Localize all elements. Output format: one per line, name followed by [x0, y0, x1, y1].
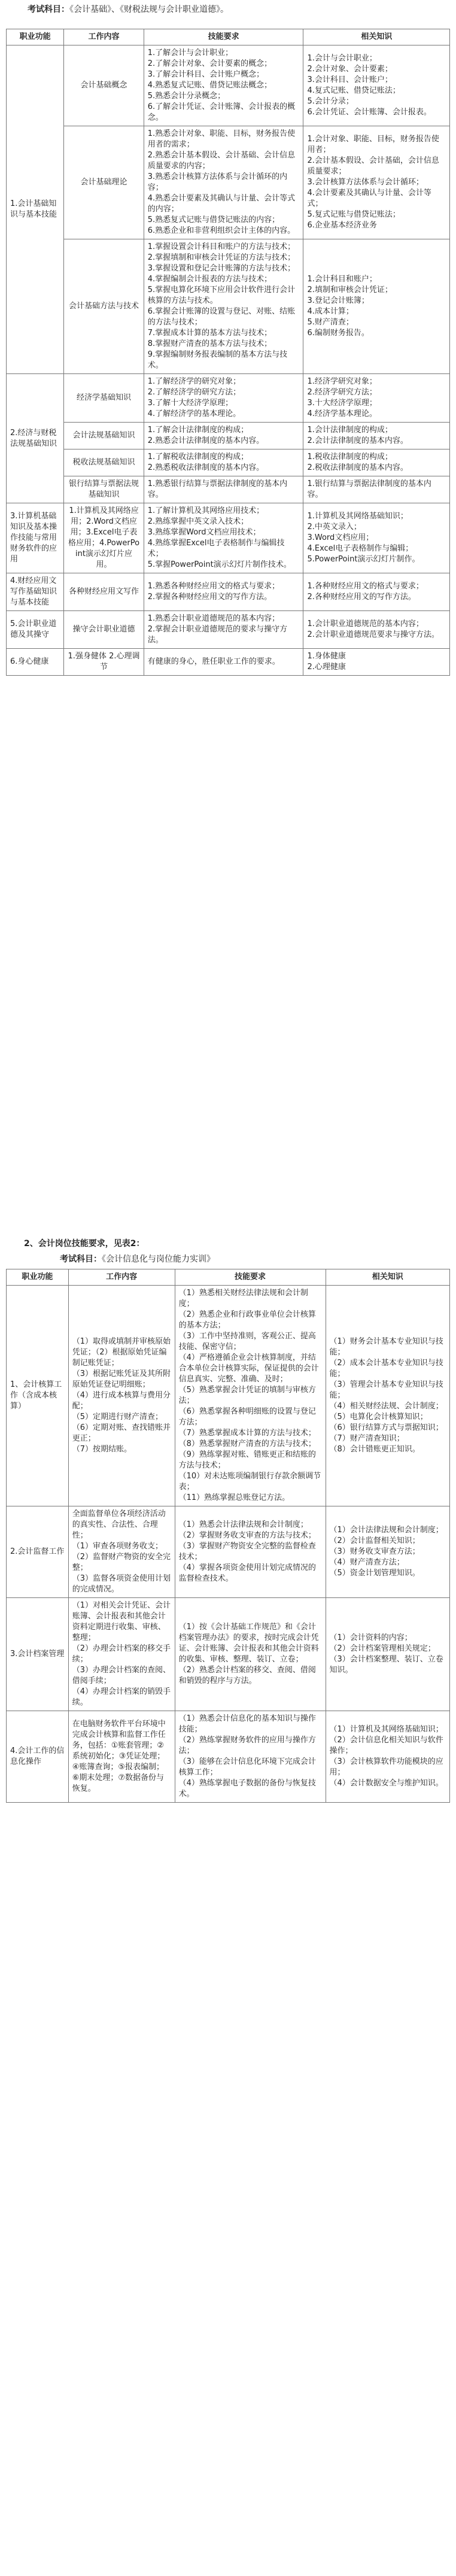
- table-row: [7, 126, 450, 239]
- skill-item: 4.了解经济学的基本理论。: [147, 409, 241, 418]
- knowledge-cell: [303, 573, 450, 611]
- content-item: （1）取得或填制并审核原始凭证；（2）根据原始凭证编制记账凭证；: [72, 1337, 171, 1368]
- knowledge-cell: [303, 374, 450, 423]
- skill-item: 4.熟练掌握Excel电子表格制作与编辑技术；: [147, 539, 285, 558]
- content-item: （2）监督财产物资的安全完整；: [72, 1553, 171, 1572]
- skills-cell: [144, 476, 303, 503]
- content-item: （2）办理会计档案的移交手续；: [72, 1644, 171, 1664]
- knowledge-item: 1.身体健康: [307, 652, 346, 661]
- table-row: [7, 611, 450, 649]
- content-cell: 各种财经应用文写作: [64, 573, 144, 611]
- knowledge-item: 4.经济学基本理论。: [307, 409, 377, 418]
- content-cell: 银行结算与票据法规基础知识: [64, 476, 144, 503]
- header-cell: 相关知识: [326, 1269, 450, 1286]
- knowledge-item: 1.计算机及其网络基础知识；: [307, 512, 408, 521]
- skill-item: 1.了解计算机及其网络应用技术；: [147, 506, 265, 515]
- skills-item: （7）熟悉掌握成本计算的方法与技术；: [178, 1429, 316, 1438]
- skill-item: 4.熟悉会计要素及其确认与计量、会计等式的内容；: [147, 194, 296, 214]
- skill-item: 4.掌握编制会计报表的方法与技术；: [147, 275, 272, 284]
- skill-item: 2.熟练掌握中英文录入技术；: [147, 517, 249, 526]
- knowledge-item: 6.编制财务报告。: [307, 329, 369, 338]
- knowledge-item: 1.会计科目和账户；: [307, 275, 377, 284]
- skill-item: 3.了解十大经济学原理；: [147, 399, 233, 408]
- skills-item: （1）按《会计基础工作规范》和《会计档案管理办法》的要求，按时完成会计凭证、会计账簿、会计报表和其他会计资料的收集、审核、整理、装订、立卷；: [178, 1623, 319, 1664]
- knowledge-cell: [303, 649, 450, 676]
- skill-item: 2.熟悉会计基本假设、会计基础、会计信息质量要求的内容；: [147, 151, 296, 171]
- skill-item: 2.掌握各种财经应用文的写作方法。: [147, 593, 272, 602]
- skills-cell: [144, 649, 303, 676]
- knowledge-item: （4）会计数据安全与维护知识。: [329, 1779, 443, 1788]
- skill-item: 5.熟悉复式记账与借贷记账法的内容；: [147, 215, 280, 224]
- skill-item: 有健康的身心，胜任职业工作的要求。: [147, 657, 280, 666]
- table-row: [7, 1598, 450, 1711]
- knowledge-item: （2）会计监督相关知识；: [329, 1536, 420, 1545]
- skill-item: 7.掌握成本计算的基本方法与技术；: [147, 329, 272, 338]
- skills-item: （3）能够在会计信息化环境下完成会计核算工作；: [178, 1757, 316, 1777]
- knowledge-cell: [303, 611, 450, 649]
- skills-item: （1）熟悉会计法律法规和会计制度；: [178, 1520, 308, 1529]
- knowledge-cell: [326, 1711, 450, 1803]
- knowledge-item: 2.心理健康: [307, 663, 346, 672]
- content-cell: 会计法规基础知识: [64, 423, 144, 449]
- knowledge-item: 1.会计职业道德规范的基本内容；: [307, 619, 424, 628]
- content-cell: 会计基础概念: [64, 45, 144, 126]
- knowledge-cell: [303, 423, 450, 449]
- function-cell: 5.会计职业道德及其操守: [7, 611, 64, 649]
- knowledge-item: 5.财产清查；: [307, 318, 354, 327]
- skills-item: （2）掌握财务收支审查的方法与技术；: [178, 1531, 316, 1540]
- skills-item: （4）掌握各项资金使用计划完成情况的监督检查技术。: [178, 1563, 316, 1583]
- knowledge-cell: [326, 1506, 450, 1598]
- skill-item: 5.掌握PowerPoint演示幻灯片制作技术。: [147, 560, 291, 569]
- skill-item: 1.了解会计与会计职业；: [147, 48, 233, 57]
- content-cell: 操守会计职业道德: [64, 611, 144, 649]
- knowledge-item: （6）银行结算方式与票据知识；: [329, 1423, 443, 1432]
- skill-item: 2.掌握会计职业道德规范的要求与操守方法。: [147, 625, 288, 645]
- knowledge-item: 4.会计要素及其确认与计量、会计等式；: [307, 189, 431, 208]
- skill-item: 5.熟悉会计分录概念；: [147, 92, 226, 101]
- skills-cell: [175, 1711, 326, 1803]
- table-row: [7, 503, 450, 573]
- section2-heading: 2、会计岗位技能要求，见表2：: [24, 1239, 145, 1248]
- function-cell: 3.会计档案管理: [7, 1598, 69, 1711]
- table-row: [7, 239, 450, 374]
- skills-item: （2）熟悉企业和行政事业单位会计核算的基本方法；: [178, 1310, 316, 1330]
- skills-item: （1）熟悉相关财经法律法规和会计制度；: [178, 1289, 308, 1308]
- skills-item: （11）熟练掌握总账登记方法。: [178, 1493, 290, 1502]
- skills-cell: [144, 423, 303, 449]
- section1-exam-label: 考试科目：: [28, 5, 69, 14]
- knowledge-item: （1）计算机及其网络基础知识；: [329, 1725, 443, 1734]
- knowledge-item: （5）电算化会计核算知识；: [329, 1412, 428, 1421]
- function-cell: 4.会计工作的信息化操作: [7, 1711, 69, 1803]
- content-cell: [68, 1506, 175, 1598]
- skills-item: （5）熟悉掌握会计凭证的填制与审核方法；: [178, 1386, 316, 1405]
- content-cell: [68, 1286, 175, 1506]
- skill-item: 2.掌握填制和审核会计凭证的方法与技术；: [147, 253, 296, 262]
- skill-item: 6.了解会计凭证、会计账簿、会计报表的概念。: [147, 102, 296, 122]
- section2-exam-line: [60, 1253, 215, 1265]
- skills-cell: [144, 239, 303, 374]
- knowledge-item: 4.Excel电子表格制作与编辑；: [307, 544, 414, 553]
- skill-item: 1.了解会计法律制度的构成；: [147, 426, 249, 435]
- section1-exam-line: [28, 4, 229, 16]
- header-cell: 技能要求: [175, 1269, 326, 1286]
- knowledge-item: 3.登记会计账簿；: [307, 296, 369, 305]
- skills-cell: [175, 1598, 326, 1711]
- skills-item: （3）掌握财产物资安全完整的监督检查技术；: [178, 1542, 316, 1562]
- skills-cell: [144, 45, 303, 126]
- skills-cell: [144, 503, 303, 573]
- knowledge-item: 2.经济学研究方法；: [307, 388, 377, 397]
- header-cell: 工作内容: [64, 29, 144, 45]
- section2-exam-label: 考试科目：: [60, 1254, 102, 1264]
- knowledge-item: 2.会计对象、会计要素；: [307, 65, 393, 74]
- content-item: （4）进行成本核算与费用分配；: [72, 1391, 171, 1411]
- table-row: [7, 1711, 450, 1803]
- skill-item: 2.熟悉会计法律制度的基本内容。: [147, 436, 265, 445]
- knowledge-item: 1.会计与会计职业；: [307, 54, 377, 63]
- knowledge-item: （4）财产清查方法；: [329, 1558, 405, 1567]
- table-row: [7, 573, 450, 611]
- knowledge-item: 4.成本计算；: [307, 307, 354, 316]
- knowledge-item: 3.会计核算方法体系与会计循环；: [307, 178, 424, 187]
- content-cell: 会计基础方法与技术: [64, 239, 144, 374]
- knowledge-cell: [303, 449, 450, 476]
- content-item: （1）对相关会计凭证、会计账簿、会计报表和其他会计资料定期进行收集、审核、整理；: [72, 1601, 171, 1642]
- knowledge-item: （7）财产清查知识；: [329, 1434, 405, 1443]
- knowledge-item: （8）会计错账更正知识。: [329, 1445, 420, 1454]
- skills-item: （9）熟练掌握对账、错账更正和结账的方法与技术；: [178, 1450, 316, 1470]
- knowledge-item: 2.会计法律制度的基本内容。: [307, 436, 408, 445]
- skill-item: 1.熟悉会计对象、职能、目标，财务报告使用者的需求；: [147, 129, 296, 149]
- skills-cell: [144, 126, 303, 239]
- function-cell: 2.会计监督工作: [7, 1506, 69, 1598]
- skill-item: 3.了解会计科目、会计账户概念；: [147, 70, 265, 79]
- knowledge-item: （5）资金计划管理知识。: [329, 1569, 420, 1578]
- content-item: （4）办理会计档案的销毁手续。: [72, 1687, 171, 1707]
- knowledge-item: （3）财务收支审查方法；: [329, 1547, 420, 1556]
- knowledge-cell: [303, 503, 450, 573]
- skill-item: 1.熟悉银行结算与票据法律制度的基本内容。: [147, 479, 288, 499]
- skills-item: （2）熟悉会计档案的移交、查阅、借阅和销毁的程序与方法。: [178, 1666, 316, 1685]
- knowledge-item: 2.填制和审核会计凭证；: [307, 285, 393, 294]
- content-item: 在电脑财务软件平台环境中完成会计核算和监督工作任务，包括：①账套管理；②系统初始化；③凭证处理；④账簿查询；⑤报表编制；⑥期末处理；⑦数据备份与恢复。: [72, 1720, 166, 1793]
- table-row: [7, 1506, 450, 1598]
- skills-cell: [175, 1506, 326, 1598]
- skill-item: 3.熟练掌握Word文档应用技术；: [147, 528, 261, 537]
- skills-table-2: [6, 1269, 450, 1803]
- skill-item: 3.熟悉会计核算方法体系与会计循环的内容；: [147, 172, 288, 192]
- skills-cell: [144, 374, 303, 423]
- table-row: [7, 45, 450, 126]
- table-row: [7, 1286, 450, 1506]
- skills-item: （4）严格遵循企业会计核算制度，并结合本单位会计核算实际，保证提供的会计信息真实、完整、准确、及时；: [178, 1353, 319, 1384]
- knowledge-item: 3.会计科目、会计账户；: [307, 75, 393, 84]
- header-cell: 职业功能: [7, 1269, 69, 1286]
- skills-item: （2）熟练掌握财务软件的应用与操作方法；: [178, 1736, 316, 1755]
- knowledge-item: 2.会计职业道德规范要求与操守方法。: [307, 630, 439, 639]
- knowledge-item: 1.经济学研究对象；: [307, 377, 377, 386]
- knowledge-item: 5.复式记账与借贷记账法；: [307, 210, 400, 219]
- skills-item: （10）对未达账项编制银行存款余额调节表；: [178, 1472, 321, 1491]
- skills-cell: [144, 611, 303, 649]
- knowledge-cell: [326, 1598, 450, 1711]
- skill-item: 8.掌握财产清查的基本方法与技术；: [147, 339, 272, 348]
- knowledge-item: （1）会计资料的内容；: [329, 1633, 412, 1642]
- table-row: [7, 649, 450, 676]
- content-cell: 税收法规基础知识: [64, 449, 144, 476]
- skills-item: （1）熟悉会计信息化的基本知识与操作技能；: [178, 1714, 316, 1734]
- content-item: （7）按期结账。: [72, 1445, 132, 1454]
- knowledge-item: 1.各种财经应用文的格式与要求；: [307, 582, 424, 591]
- skill-item: 1.了解税收法律制度的构成；: [147, 452, 249, 461]
- content-cell: 会计基础理论: [64, 126, 144, 239]
- content-item: （1）审查各项财务收支；: [72, 1542, 163, 1551]
- function-cell: 4.财经应用文写作基础知识与基本技能: [7, 573, 64, 611]
- knowledge-item: 3.十大经济学原理；: [307, 399, 377, 408]
- skill-item: 9.掌握编制财务报表编制的基本方法与技术。: [147, 350, 288, 370]
- skills-item: （3）工作中坚持准则，客观公正、提高技能、保密守信；: [178, 1332, 316, 1351]
- skills-item: （6）熟悉掌握各种明细账的设置与登记方法；: [178, 1407, 316, 1427]
- knowledge-item: （3）会计档案整理、装订、立卷知识。: [329, 1655, 443, 1675]
- knowledge-item: （1）财务会计基本专业知识与技能；: [329, 1337, 443, 1357]
- function-cell: 6.身心健康: [7, 649, 64, 676]
- knowledge-item: 6.企业基本经济业务: [307, 221, 377, 230]
- skill-item: 4.熟悉复式记账、借贷记账法概念；: [147, 81, 272, 90]
- knowledge-item: 1.会计法律制度的构成；: [307, 426, 393, 435]
- table-header-row: [7, 1269, 450, 1286]
- knowledge-item: （4）相关财经法规、会计制度；: [329, 1402, 443, 1411]
- skill-item: 2.了解经济学的研究方法；: [147, 388, 241, 397]
- header-cell: 技能要求: [144, 29, 303, 45]
- content-item: 全面监督单位各项经济活动的真实性、合法性、合理性；: [72, 1509, 166, 1540]
- function-cell: 3.计算机基础知识及基本操作技能与常用财务软件的应用: [7, 503, 64, 573]
- knowledge-item: 6.会计凭证、会计账簿、会计报表。: [307, 108, 431, 117]
- knowledge-cell: [303, 45, 450, 126]
- table-row: [7, 449, 450, 476]
- knowledge-item: （1）会计法律法规和会计制度；: [329, 1526, 443, 1535]
- skills-cell: [175, 1286, 326, 1506]
- knowledge-item: 1.税收法律制度的构成；: [307, 452, 393, 461]
- knowledge-item: 1.银行结算与票据法律制度的基本内容。: [307, 479, 431, 499]
- knowledge-item: 3.Word文档应用；: [307, 533, 374, 542]
- knowledge-cell: [303, 126, 450, 239]
- content-item: （5）定期进行财产清查；: [72, 1412, 163, 1421]
- skills-item: （4）熟练掌握电子数据的备份与恢复技术。: [178, 1779, 316, 1799]
- content-item: （3）根据记账凭证及其所附原始凭证登记明细账；: [72, 1369, 171, 1389]
- skill-item: 3.掌握设置和登记会计账簿的方法与技术；: [147, 264, 296, 273]
- knowledge-item: 4.复式记账、借贷记账法；: [307, 86, 400, 95]
- knowledge-cell: [303, 476, 450, 503]
- content-cell: [68, 1711, 175, 1803]
- skill-item: 6.掌握会计账簿的设置与登记、对账、结账的方法与技术；: [147, 307, 296, 327]
- header-cell: 工作内容: [68, 1269, 175, 1286]
- table-header-row: [7, 29, 450, 45]
- skills-cell: [144, 573, 303, 611]
- skill-item: 2.熟悉税收法律制度的基本内容。: [147, 463, 265, 472]
- knowledge-item: 5.会计分录；: [307, 97, 354, 106]
- knowledge-item: （3）会计核算软件功能模块的应用；: [329, 1757, 443, 1777]
- content-cell: 1.计算机及其网络应用；2.Word文档应用；3.Excel电子表格应用；4.PowerPoint演示幻灯片应用。: [64, 503, 144, 573]
- function-cell: 2.经济与财税法规基础知识: [7, 374, 64, 503]
- content-cell: 1.强身健体 2.心理调节: [64, 649, 144, 676]
- skill-item: 1.熟悉各种财经应用文的格式与要求；: [147, 582, 280, 591]
- skill-item: 6.熟悉企业和非营利组织会计主体的内容。: [147, 226, 296, 235]
- skill-item: 5.掌握电算化环境下应用会计软件进行会计核算的方法与技术。: [147, 285, 296, 305]
- knowledge-cell: [326, 1286, 450, 1506]
- skills-table-1: [6, 29, 450, 676]
- knowledge-item: 5.PowerPoint演示幻灯片制作。: [307, 555, 420, 564]
- skill-item: 2.了解会计对象、会计要素的概念；: [147, 59, 272, 68]
- knowledge-item: 2.各种财经应用文的写作方法。: [307, 593, 416, 602]
- knowledge-item: （3）管理会计基本专业知识与技能；: [329, 1380, 443, 1400]
- skill-item: 1.掌握设置会计科目和账户的方法与技术；: [147, 242, 296, 251]
- content-item: （3）办理会计档案的查阅、借阅手续；: [72, 1666, 171, 1685]
- knowledge-item: 1.会计对象、职能、目标，财务报告使用者；: [307, 135, 439, 154]
- function-cell: 1、会计核算工作（含成本核算）: [7, 1286, 69, 1506]
- skills-cell: [144, 449, 303, 476]
- header-cell: 职业功能: [7, 29, 64, 45]
- table-row: [7, 423, 450, 449]
- content-cell: [68, 1598, 175, 1711]
- knowledge-item: 2.中英文录入；: [307, 523, 361, 531]
- knowledge-item: 2.税收法律制度的基本内容。: [307, 463, 408, 472]
- knowledge-item: （2）成本会计基本专业知识与技能；: [329, 1359, 443, 1378]
- content-item: （3）监督各项资金使用计划的完成情况。: [72, 1574, 171, 1594]
- table-row: [7, 374, 450, 423]
- knowledge-item: 2.会计基本假设、会计基础，会计信息质量要求；: [307, 156, 439, 176]
- knowledge-item: （2）会计信息化相关知识与软件操作；: [329, 1736, 443, 1755]
- section1-exam-subjects: 《会计基础》、《财税法规与会计职业道德》。: [69, 5, 229, 14]
- function-cell: 1.会计基础知识与基本技能: [7, 45, 64, 374]
- skills-item: （8）熟悉掌握财产清查的方法与技术；: [178, 1439, 316, 1448]
- skill-item: 1.了解经济学的研究对象；: [147, 377, 241, 386]
- knowledge-item: （2）会计档案管理相关规定；: [329, 1644, 436, 1653]
- skill-item: 1.熟悉会计职业道德规范的基本内容；: [147, 614, 280, 623]
- header-cell: 相关知识: [303, 29, 450, 45]
- content-item: （6）定期对账、查找错账并更正；: [72, 1423, 171, 1443]
- knowledge-cell: [303, 239, 450, 374]
- content-cell: 经济学基础知识: [64, 374, 144, 423]
- table-row: [7, 476, 450, 503]
- section2-exam-subjects: 《会计信息化与岗位能力实训》: [102, 1254, 215, 1264]
